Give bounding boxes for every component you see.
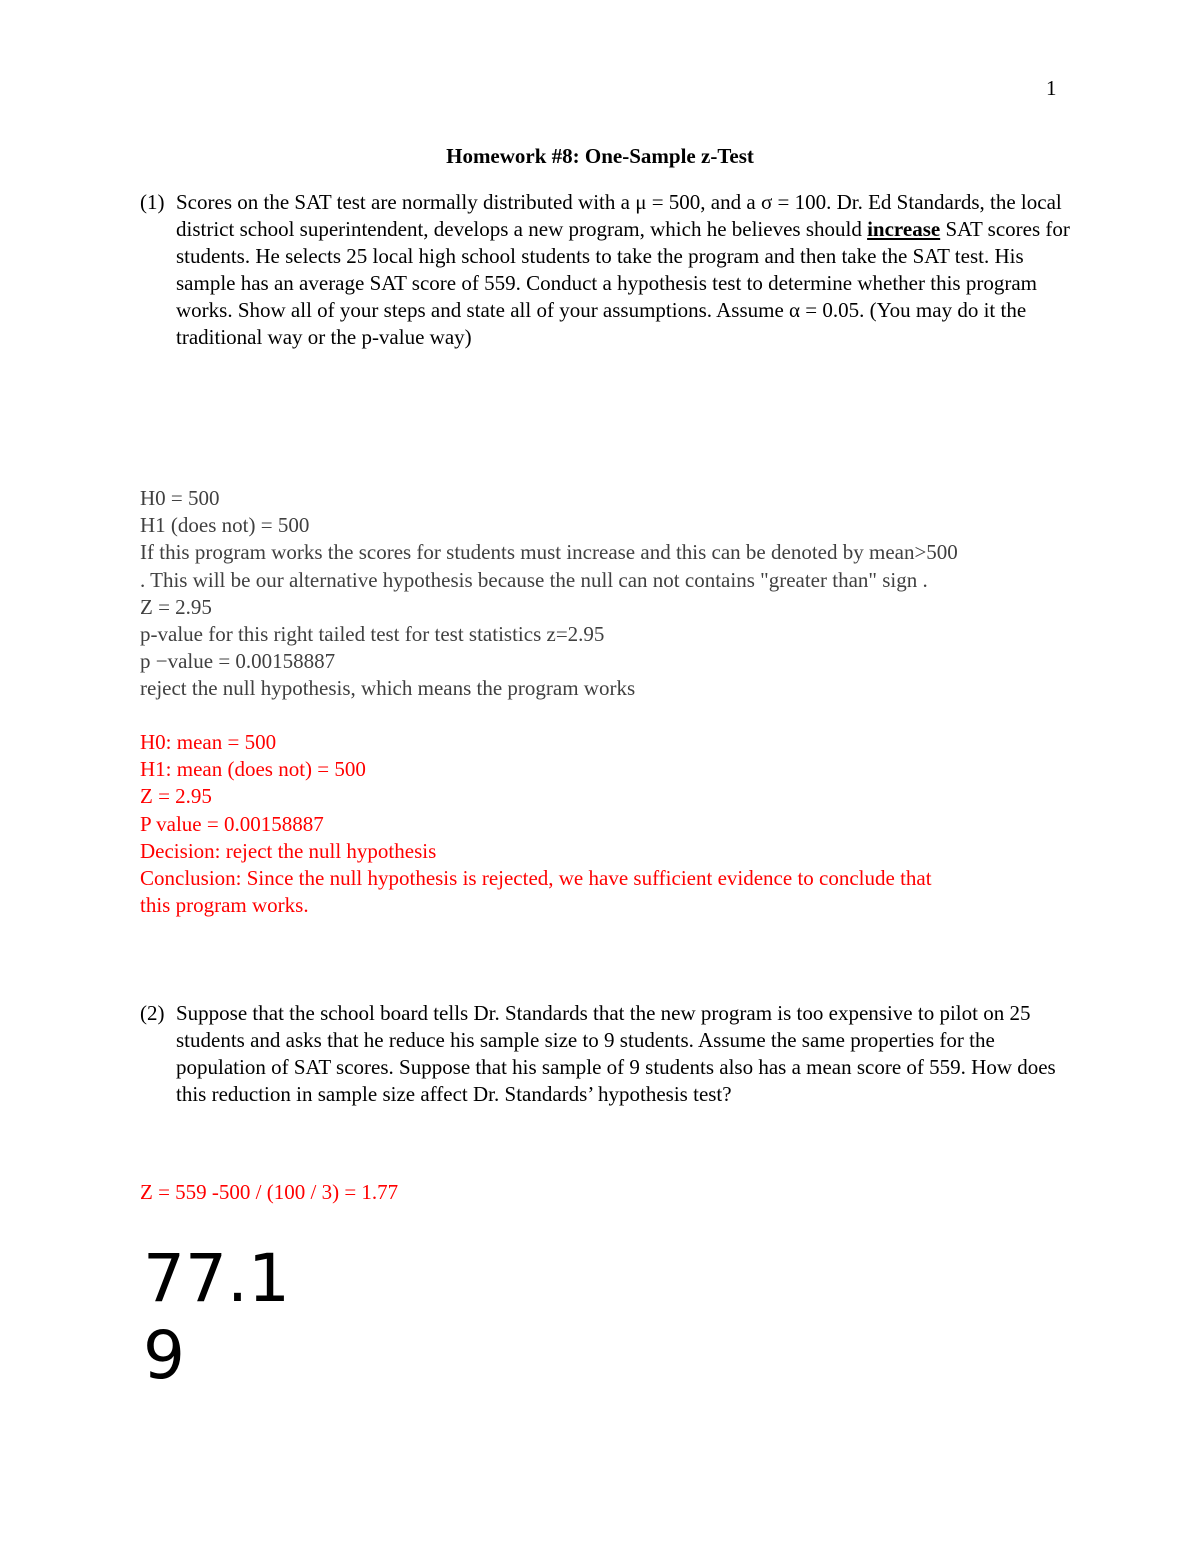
answer-line: Z = 2.95 <box>140 784 212 809</box>
question-1-text <box>176 189 1070 351</box>
answer-line: H1 (does not) = 500 <box>140 513 310 538</box>
answer-line: P value = 0.00158887 <box>140 811 324 836</box>
question-1 <box>140 189 1070 351</box>
answer-line: Z = 2.95 <box>140 594 212 619</box>
question-2-number: (2) <box>140 1001 165 1025</box>
question-2-text: Suppose that the school board tells Dr. Standards that the new program is too expensive to pilot on 25 students and asks that he reduce his sample size to 9 students. Assume the same properties for the population of SAT scores. Suppose that his sample of 9 students also has a mean score of 559. How does this reduction in sample size affect Dr. Standards’ hypothesis test? <box>176 1001 1056 1106</box>
big-number <box>143 1240 443 1394</box>
big-number-line-1: 77.1 <box>143 1240 290 1317</box>
answer-formula: Z = 559 -500 / (100 / 3) = 1.77 <box>140 1180 399 1204</box>
page-number: 1 <box>1046 76 1057 100</box>
answer-line: H0: mean = 500 <box>140 730 277 754</box>
question-1-text-after: SAT scores for students. He selects 25 local high school students to take the program and then take the SAT test. His sample has an average SAT score of 559. Conduct a hypothesis test to determine whether this program works. Show all of your steps and state all of your assumptions. Assume α = 0.05. (You may do it the traditional way or the p-value way) <box>176 217 1070 349</box>
question-1-keyword: increase <box>867 217 941 241</box>
question-1-text-before: Scores on the SAT test are normally distributed with a μ = 500, and a σ = 100. Dr. Ed Standards, the local district school superintendent, develops a new program, which he believes should <box>176 190 1062 241</box>
answer-1-red <box>140 729 1080 919</box>
answer-line: H0 = 500 <box>140 486 220 510</box>
answer-line: Conclusion: Since the null hypothesis is rejected, we have sufficient evidence to conclude that <box>140 866 932 891</box>
answer-line: reject the null hypothesis, which means the program works <box>140 676 636 701</box>
answer-line: H1: mean (does not) = 500 <box>140 757 366 782</box>
answer-line: p −value = 0.00158887 <box>140 649 336 674</box>
answer-line: this program works. <box>140 893 309 918</box>
answer-line: p-value for this right tailed test for test statistics z=2.95 <box>140 622 605 647</box>
answer-1-gray <box>140 485 1080 703</box>
answer-line: If this program works the scores for students must increase and this can be denoted by mean>500 <box>140 540 958 565</box>
question-1-number: (1) <box>140 190 165 214</box>
answer-line: Decision: reject the null hypothesis <box>140 838 437 863</box>
question-2 <box>140 1000 1070 1108</box>
document-title: Homework #8: One-Sample z-Test <box>446 144 754 168</box>
answer-2-red <box>140 1179 1080 1206</box>
big-number-line-2: 9 <box>143 1317 185 1394</box>
answer-line: . This will be our alternative hypothesis because the null can not contains "greater than" sign . <box>140 567 928 592</box>
